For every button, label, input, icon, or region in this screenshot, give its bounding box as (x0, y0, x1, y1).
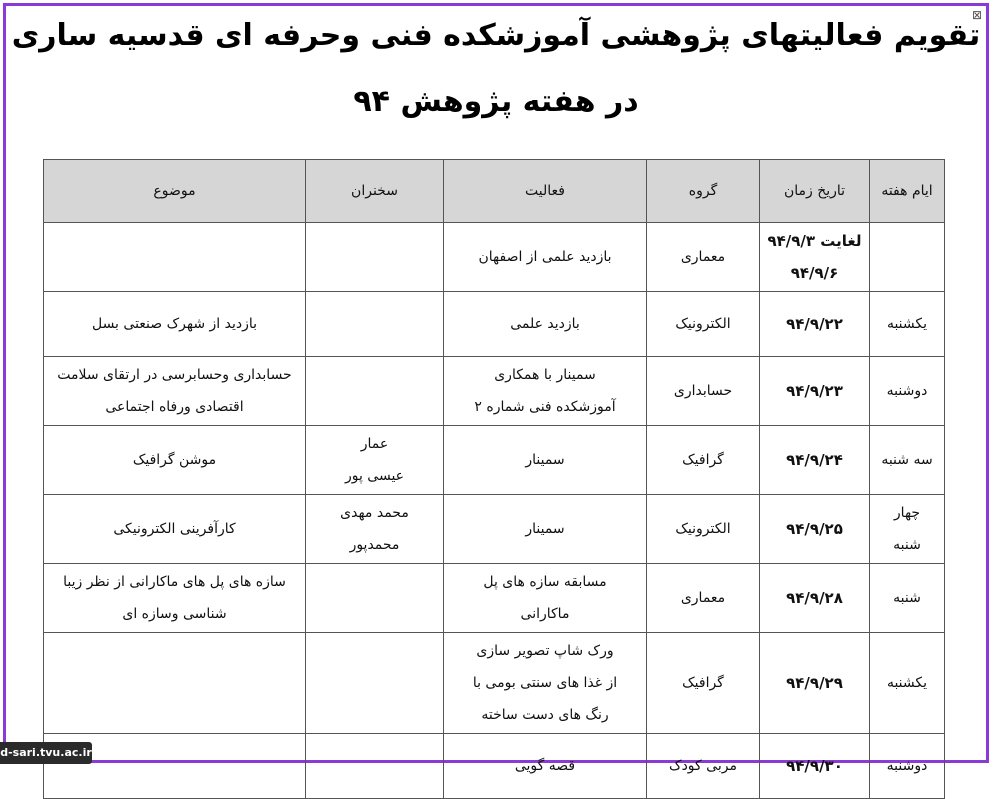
cell-topic: کارآفرینی الکترونیکی (44, 495, 306, 564)
col-header-group: گروه (647, 160, 760, 223)
table-header-row (44, 160, 945, 223)
cell-day: سه شنبه (870, 426, 945, 495)
cell-date: ۹۴/۹/۲۳ (760, 357, 870, 426)
table-row (44, 633, 945, 734)
cell-date: ۹۴/۹/۳۰ (760, 734, 870, 799)
cell-day: یکشنبه (870, 292, 945, 357)
col-header-topic: موضوع (44, 160, 306, 223)
table-row (44, 357, 945, 426)
col-header-speaker: سخنران (306, 160, 444, 223)
cell-day: یکشنبه (870, 633, 945, 734)
cell-speaker (306, 223, 444, 292)
cell-speaker: عمار عیسی پور (306, 426, 444, 495)
cell-group: الکترونیک (647, 292, 760, 357)
cell-group: مربی کودک (647, 734, 760, 799)
cell-group: گرافیک (647, 426, 760, 495)
col-header-day: ایام هفته (870, 160, 945, 223)
cell-group: معماری (647, 223, 760, 292)
col-header-activity: فعالیت (444, 160, 647, 223)
cell-topic (44, 633, 306, 734)
cell-day: چهار شنبه (870, 495, 945, 564)
cell-group: معماری (647, 564, 760, 633)
schedule-table (43, 159, 945, 799)
cell-topic: بازدید از شهرک صنعتی بسل (44, 292, 306, 357)
cell-activity: مسابقه سازه های پل ماکارانی (444, 564, 647, 633)
cell-topic (44, 223, 306, 292)
site-watermark-logo: d-sari.tvu.ac.ir (0, 742, 92, 764)
cell-speaker (306, 633, 444, 734)
page-subtitle: در هفته پژوهش ۹۴ (353, 84, 639, 119)
cell-speaker (306, 734, 444, 799)
cell-topic: حسابداری وحسابرسی در ارتقای سلامت اقتصادی ورفاه اجتماعی (44, 357, 306, 426)
image-placeholder-icon: ⊠ (971, 8, 982, 22)
table-row (44, 734, 945, 799)
cell-speaker (306, 357, 444, 426)
cell-group: حسابداری (647, 357, 760, 426)
cell-group: گرافیک (647, 633, 760, 734)
cell-date: ۹۴/۹/۳ لغایت ۹۴/۹/۶ (760, 223, 870, 292)
cell-activity: بازدید علمی (444, 292, 647, 357)
cell-topic: موشن گرافیک (44, 426, 306, 495)
cell-date: ۹۴/۹/۲۵ (760, 495, 870, 564)
page-title: تقویم فعالیتهای پژوهشی آموزشکده فنی وحرفه ای قدسیه ساری (11, 18, 981, 53)
cell-day: دوشنبه (870, 734, 945, 799)
cell-topic: سازه های پل های ماکارانی از نظر زیبا شناسی وسازه ای (44, 564, 306, 633)
cell-activity: سمینار با همکاری آموزشکده فنی شماره ۲ (444, 357, 647, 426)
table-row (44, 223, 945, 292)
cell-date: ۹۴/۹/۲۲ (760, 292, 870, 357)
page-frame (3, 3, 989, 775)
cell-day: شنبه (870, 564, 945, 633)
cell-speaker (306, 564, 444, 633)
cell-day: دوشنبه (870, 357, 945, 426)
cell-date: ۹۴/۹/۲۸ (760, 564, 870, 633)
table-row (44, 292, 945, 357)
cell-activity: سمینار (444, 495, 647, 564)
table-row (44, 426, 945, 495)
cell-speaker (306, 292, 444, 357)
cell-group: الکترونیک (647, 495, 760, 564)
table-row (44, 564, 945, 633)
cell-date: ۹۴/۹/۲۹ (760, 633, 870, 734)
table-row (44, 495, 945, 564)
cell-date: ۹۴/۹/۲۴ (760, 426, 870, 495)
cell-speaker: محمد مهدی محمدپور (306, 495, 444, 564)
cell-activity: سمینار (444, 426, 647, 495)
cell-day (870, 223, 945, 292)
col-header-date: تاریخ زمان (760, 160, 870, 223)
cell-activity: بازدید علمی از اصفهان (444, 223, 647, 292)
cell-activity: قصه گویی (444, 734, 647, 799)
cell-activity: ورک شاپ تصویر سازی از غذا های سنتی بومی با رنگ های دست ساخته (444, 633, 647, 734)
